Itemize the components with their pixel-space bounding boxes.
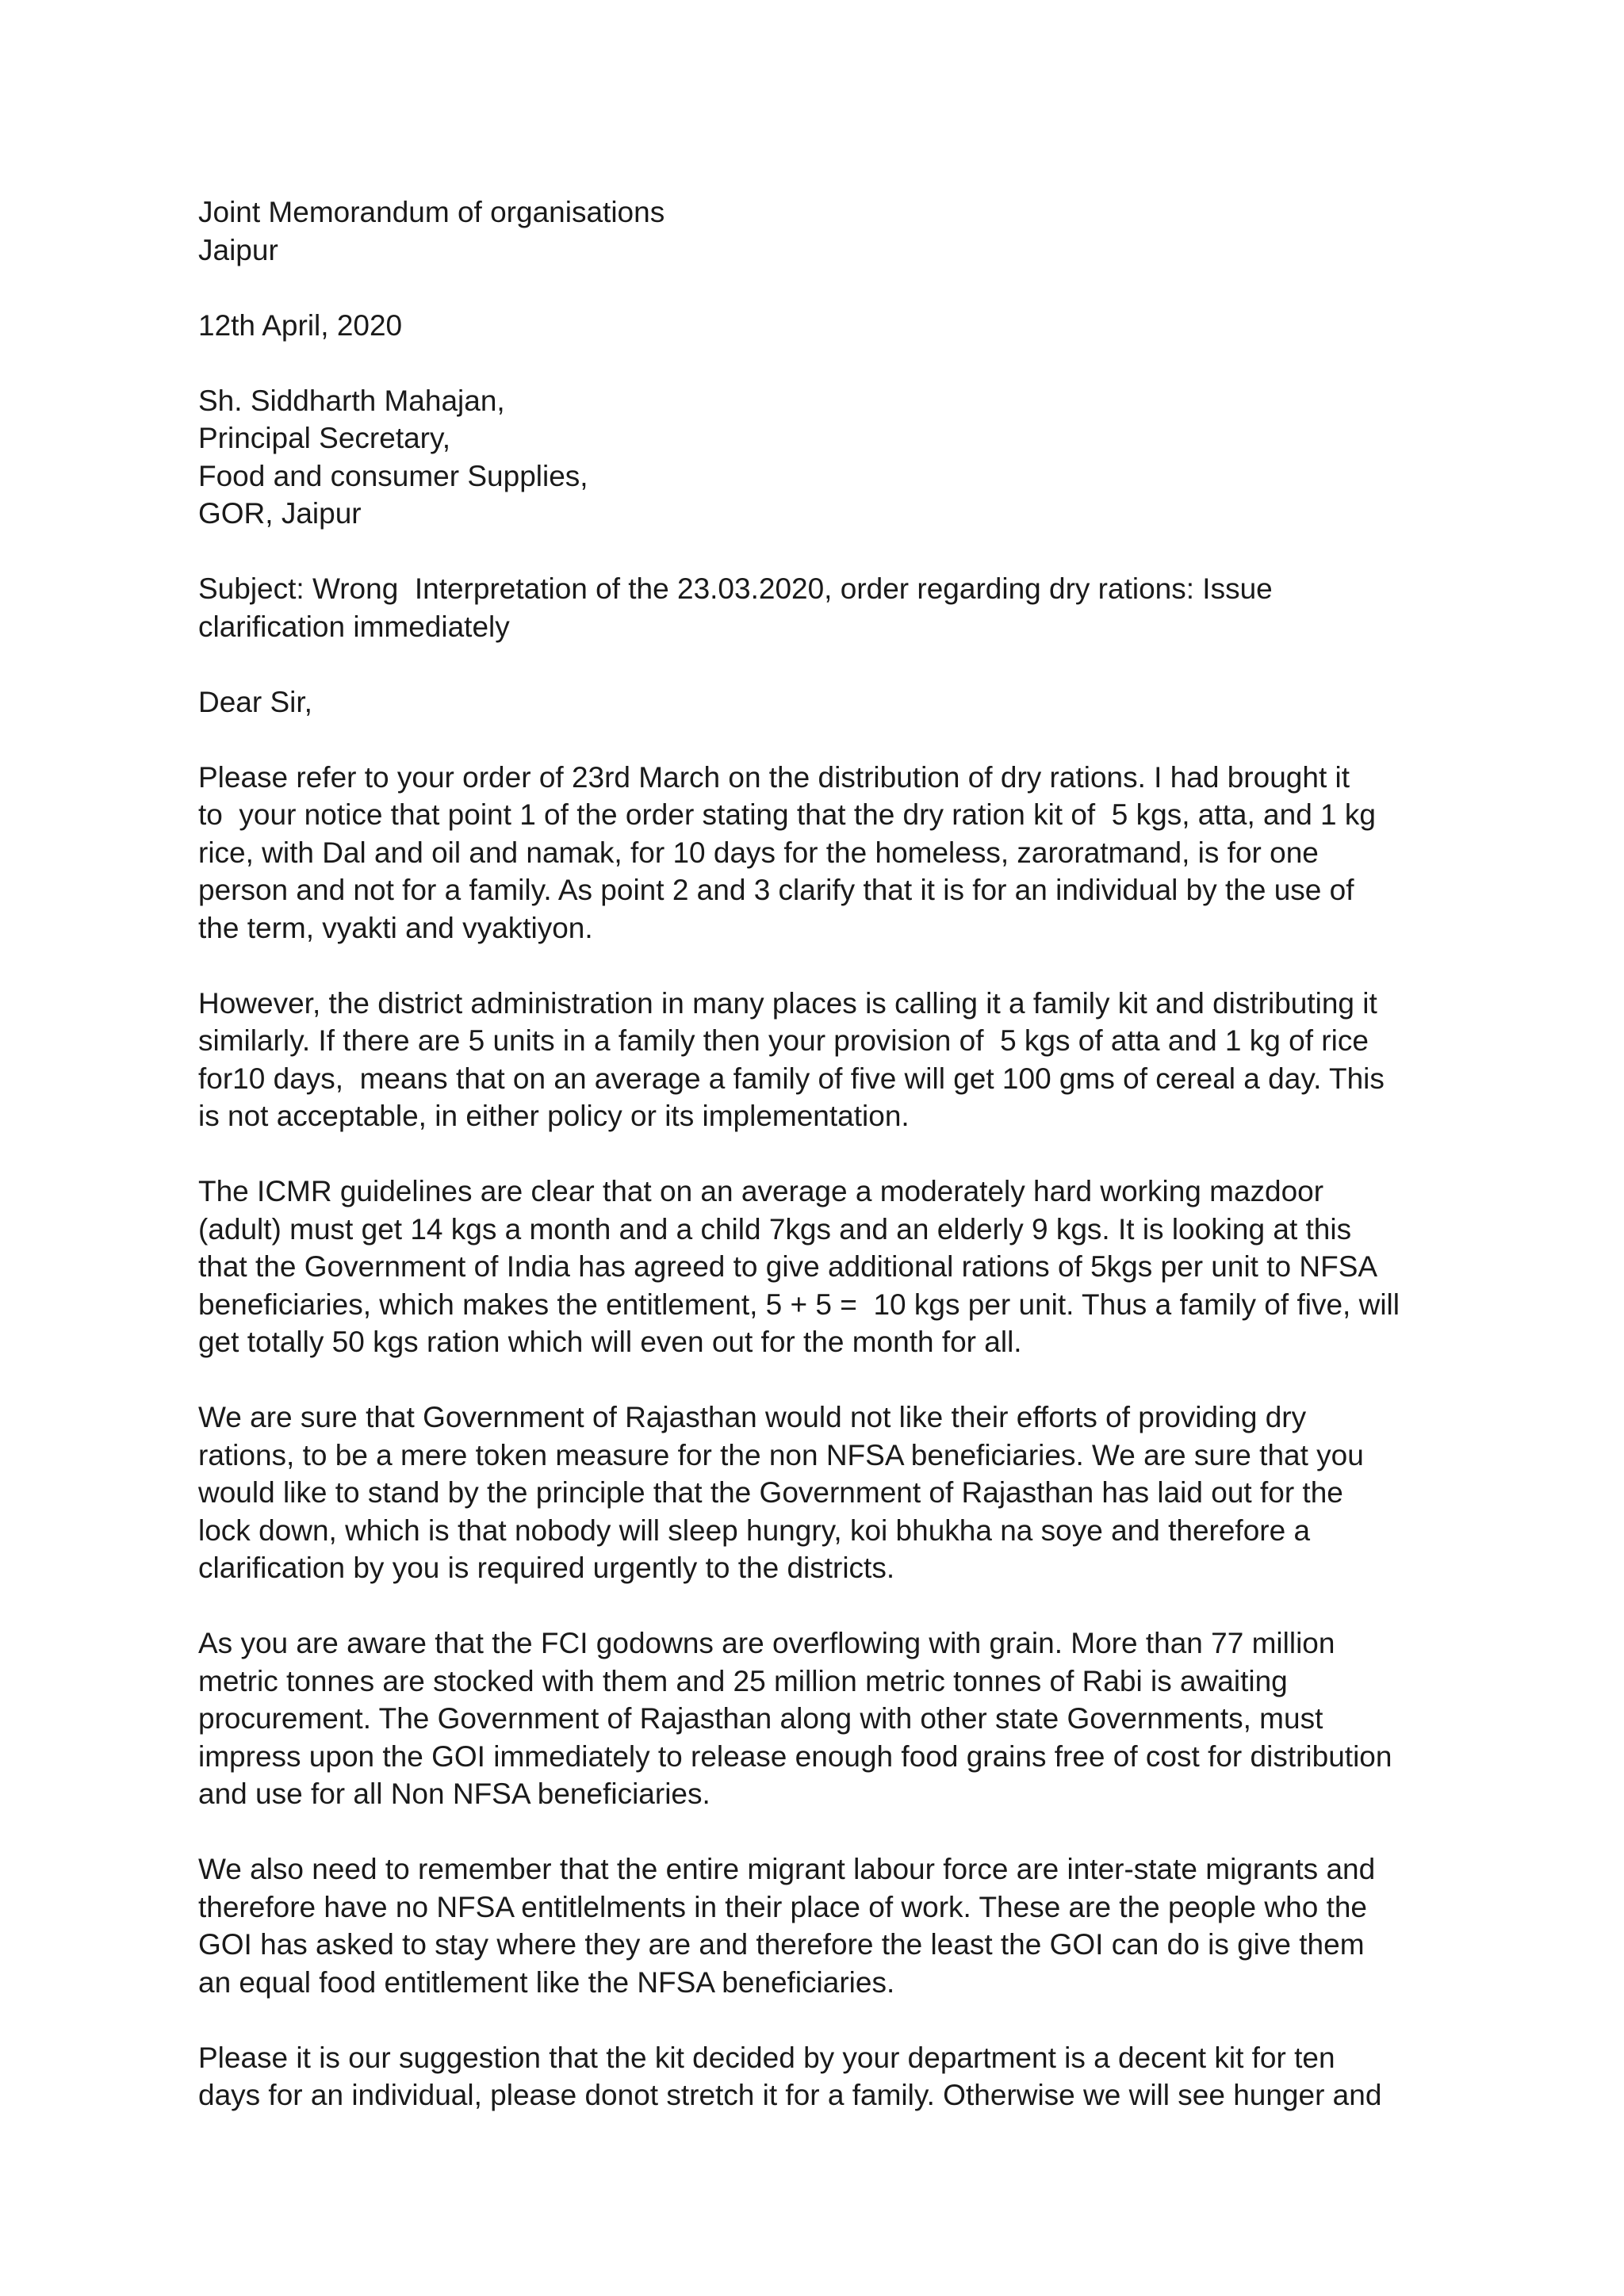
header-line-city: Jaipur [198,233,278,266]
paragraph-line: days for an individual, please donot stretch it for a family. Otherwise we will see hunger and [198,2079,1382,2111]
paragraph-government-efforts [198,1399,1451,1587]
paragraph-line: lock down, which is that nobody will sleep hungry, koi bhukha na soye and therefore a [198,1513,1311,1547]
paragraph-line: an equal food entitlement like the NFSA beneficiaries. [198,1965,895,1999]
salutation [198,683,1451,721]
paragraph-line: similarly. If there are 5 units in a family then your provision of 5 kgs of atta and 1 kg of rice [198,1024,1369,1057]
paragraph-family-kit-issue [198,985,1451,1135]
paragraph-line: to your notice that point 1 of the order stating that the dry ration kit of 5 kgs, atta, and 1 kg [198,798,1376,831]
paragraph-line: would like to stand by the principle that the Government of Rajasthan has laid out for the [198,1476,1343,1509]
letter-body [198,193,1451,2152]
paragraph-line: rice, with Dal and oil and namak, for 10 days for the homeless, zaroratmand, is for one [198,836,1319,869]
subject-line [198,570,1451,645]
paragraph-line: metric tonnes are stocked with them and 25 million metric tonnes of Rabi is awaiting [198,1664,1288,1697]
paragraph-line: However, the district administration in many places is calling it a family kit and distributing it [198,986,1377,1020]
paragraph-line: Please refer to your order of 23rd March on the distribution of dry rations. I had brought it [198,760,1350,794]
paragraph-line: impress upon the GOI immediately to release enough food grains free of cost for distribution [198,1739,1392,1773]
paragraph-line: We are sure that Government of Rajasthan would not like their efforts of providing dry [198,1401,1307,1433]
paragraph-line: rations, to be a mere token measure for the non NFSA beneficiaries. We are sure that you [198,1438,1364,1471]
date-line: 12th April, 2020 [198,308,403,342]
addressee-name: Sh. Siddharth Mahajan, [198,384,505,417]
paragraph-line: is not acceptable, in either policy or its implementation. [198,1100,910,1132]
header-line-organisations: Joint Memorandum of organisations [198,196,665,228]
letter-header [198,193,1451,269]
paragraph-line: that the Government of India has agreed to give additional rations of 5kgs per unit to NFSA [198,1250,1378,1283]
paragraph-order-reference [198,759,1451,947]
paragraph-line: We also need to remember that the entire migrant labour force are inter-state migrants and [198,1853,1376,1885]
paragraph-fci-godowns [198,1624,1451,1813]
subject-line-2: clarification immediately [198,610,510,643]
paragraph-line: GOI has asked to stay where they are and therefore the least the GOI can do is give them [198,1928,1365,1961]
paragraph-kit-suggestion [198,2039,1451,2114]
subject-line-1: Subject: Wrong Interpretation of the 23.03.2020, order regarding dry rations: Issue [198,572,1273,605]
paragraph-migrant-labour [198,1850,1451,2001]
salutation-text: Dear Sir, [198,685,312,718]
paragraph-icmr-guidelines [198,1173,1451,1361]
paragraph-line: procurement. The Government of Rajasthan along with other state Governments, must [198,1702,1323,1735]
paragraph-line: the term, vyakti and vyaktiyon. [198,911,593,944]
paragraph-line: clarification by you is required urgently to the districts. [198,1552,895,1584]
paragraph-line: (adult) must get 14 kgs a month and a child 7kgs and an elderly 9 kgs. It is looking at this [198,1212,1352,1246]
paragraph-line: As you are aware that the FCI godowns are overflowing with grain. More than 77 million [198,1627,1335,1659]
addressee-location: GOR, Jaipur [198,497,362,530]
letter-date [198,307,1451,345]
paragraph-line: and use for all Non NFSA beneficiaries. [198,1777,710,1810]
paragraph-line: get totally 50 kgs ration which will even out for the month for all. [198,1326,1022,1358]
paragraph-line: therefore have no NFSA entitlelments in their place of work. These are the people who the [198,1890,1368,1923]
paragraph-line: Please it is our suggestion that the kit decided by your department is a decent kit for ten [198,2041,1335,2074]
paragraph-line: The ICMR guidelines are clear that on an average a moderately hard working mazdoor [198,1175,1324,1207]
addressee-department: Food and consumer Supplies, [198,459,588,492]
paragraph-line: person and not for a family. As point 2 and 3 clarify that it is for an individual by the use of [198,874,1354,906]
paragraph-line: beneficiaries, which makes the entitlement, 5 + 5 = 10 kgs per unit. Thus a family of five, will [198,1288,1400,1321]
addressee-block [198,382,1451,533]
paragraph-line: for10 days, means that on an average a family of five will get 100 gms of cereal a day. This [198,1062,1385,1095]
addressee-designation: Principal Secretary, [198,422,451,454]
